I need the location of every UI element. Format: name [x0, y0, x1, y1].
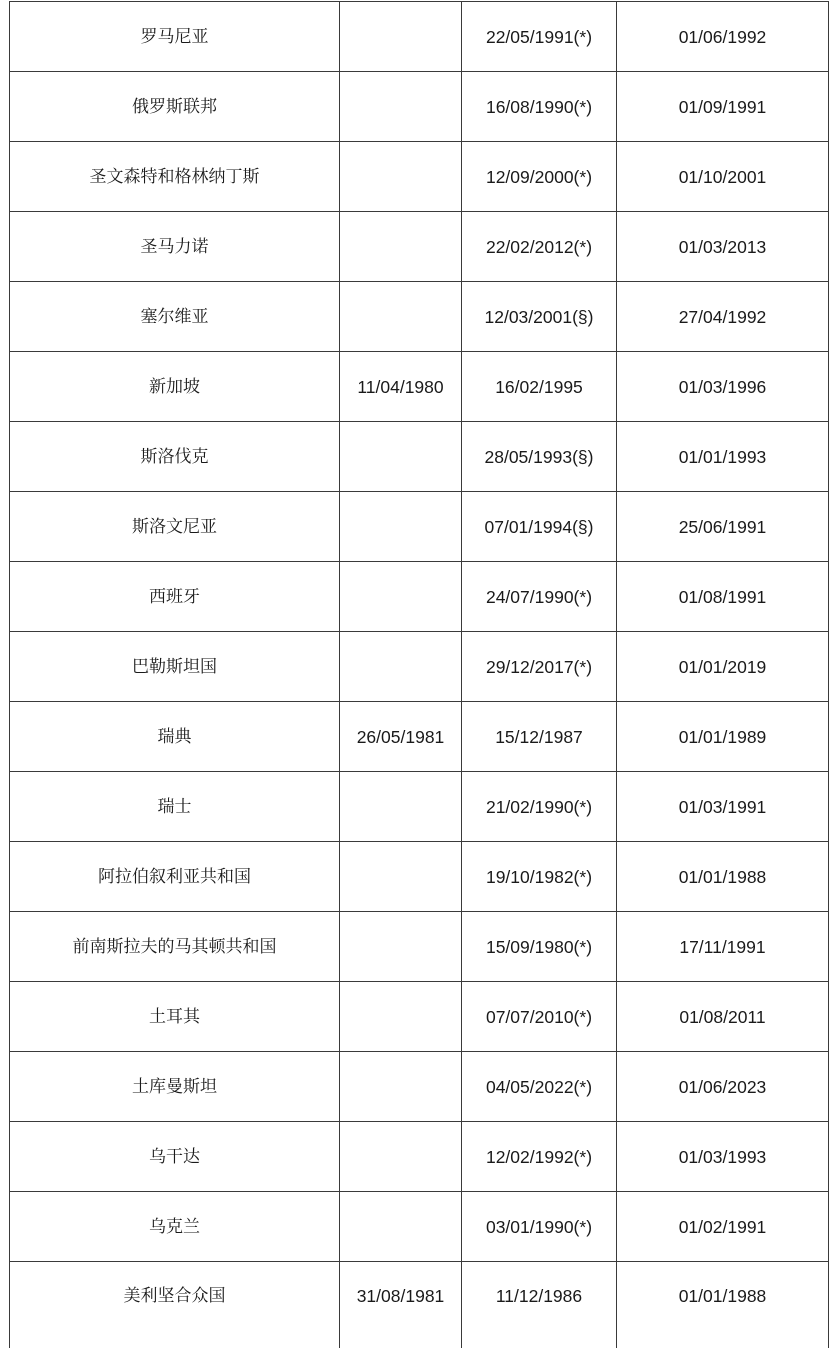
ratification-date-cell: 22/02/2012(*): [462, 212, 617, 282]
country-cell: 罗马尼亚: [10, 2, 340, 72]
ratification-date-cell: 22/05/1991(*): [462, 2, 617, 72]
table-row: [10, 772, 829, 842]
ratification-date-cell: 21/02/1990(*): [462, 772, 617, 842]
country-cell: 土库曼斯坦: [10, 1052, 340, 1122]
country-cell: 美利坚合众国: [10, 1262, 340, 1348]
signature-date-cell: [340, 1192, 462, 1262]
ratification-date-cell: 12/03/2001(§): [462, 282, 617, 352]
treaty-status-table: [9, 1, 829, 1348]
entry-into-force-date-cell: 01/06/1992: [617, 2, 829, 72]
entry-into-force-date-cell: 01/10/2001: [617, 142, 829, 212]
table-row: [10, 2, 829, 72]
signature-date-cell: [340, 2, 462, 72]
country-cell: 瑞典: [10, 702, 340, 772]
signature-date-cell: [340, 1122, 462, 1192]
table-row: [10, 562, 829, 632]
signature-date-cell: 31/08/1981: [340, 1262, 462, 1348]
table-row: [10, 1052, 829, 1122]
table-row: [10, 1262, 829, 1348]
country-cell: 斯洛伐克: [10, 422, 340, 492]
ratification-date-cell: 15/09/1980(*): [462, 912, 617, 982]
entry-into-force-date-cell: 01/02/1991: [617, 1192, 829, 1262]
table-row: [10, 1192, 829, 1262]
country-cell: 俄罗斯联邦: [10, 72, 340, 142]
signature-date-cell: [340, 422, 462, 492]
ratification-date-cell: 03/01/1990(*): [462, 1192, 617, 1262]
entry-into-force-date-cell: 01/03/1996: [617, 352, 829, 422]
country-cell: 瑞士: [10, 772, 340, 842]
signature-date-cell: [340, 842, 462, 912]
country-cell: 西班牙: [10, 562, 340, 632]
signature-date-cell: [340, 912, 462, 982]
table-row: [10, 422, 829, 492]
country-cell: 巴勒斯坦国: [10, 632, 340, 702]
signature-date-cell: 26/05/1981: [340, 702, 462, 772]
table-row: [10, 142, 829, 212]
country-cell: 塞尔维亚: [10, 282, 340, 352]
ratification-date-cell: 07/01/1994(§): [462, 492, 617, 562]
ratification-date-cell: 12/09/2000(*): [462, 142, 617, 212]
entry-into-force-date-cell: 01/01/1988: [617, 1262, 829, 1348]
entry-into-force-date-cell: 01/01/2019: [617, 632, 829, 702]
country-cell: 乌干达: [10, 1122, 340, 1192]
table-row: [10, 1122, 829, 1192]
ratification-date-cell: 16/02/1995: [462, 352, 617, 422]
signature-date-cell: [340, 632, 462, 702]
country-cell: 阿拉伯叙利亚共和国: [10, 842, 340, 912]
ratification-date-cell: 19/10/1982(*): [462, 842, 617, 912]
entry-into-force-date-cell: 27/04/1992: [617, 282, 829, 352]
entry-into-force-date-cell: 01/06/2023: [617, 1052, 829, 1122]
ratification-date-cell: 15/12/1987: [462, 702, 617, 772]
table-row: [10, 632, 829, 702]
signature-date-cell: [340, 282, 462, 352]
entry-into-force-date-cell: 01/08/2011: [617, 982, 829, 1052]
entry-into-force-date-cell: 01/03/2013: [617, 212, 829, 282]
country-cell: 新加坡: [10, 352, 340, 422]
table-row: [10, 492, 829, 562]
ratification-date-cell: 11/12/1986: [462, 1262, 617, 1348]
ratification-date-cell: 16/08/1990(*): [462, 72, 617, 142]
entry-into-force-date-cell: 01/08/1991: [617, 562, 829, 632]
signature-date-cell: [340, 1052, 462, 1122]
country-cell: 土耳其: [10, 982, 340, 1052]
entry-into-force-date-cell: 01/01/1993: [617, 422, 829, 492]
entry-into-force-date-cell: 25/06/1991: [617, 492, 829, 562]
ratification-date-cell: 29/12/2017(*): [462, 632, 617, 702]
country-cell: 乌克兰: [10, 1192, 340, 1262]
table-row: [10, 982, 829, 1052]
table-row: [10, 72, 829, 142]
signature-date-cell: 11/04/1980: [340, 352, 462, 422]
treaty-status-table-container: [9, 1, 828, 1348]
signature-date-cell: [340, 72, 462, 142]
table-row: [10, 702, 829, 772]
country-cell: 前南斯拉夫的马其顿共和国: [10, 912, 340, 982]
signature-date-cell: [340, 772, 462, 842]
country-cell: 圣文森特和格林纳丁斯: [10, 142, 340, 212]
ratification-date-cell: 04/05/2022(*): [462, 1052, 617, 1122]
signature-date-cell: [340, 982, 462, 1052]
entry-into-force-date-cell: 01/03/1993: [617, 1122, 829, 1192]
table-row: [10, 842, 829, 912]
entry-into-force-date-cell: 01/03/1991: [617, 772, 829, 842]
table-row: [10, 282, 829, 352]
signature-date-cell: [340, 142, 462, 212]
entry-into-force-date-cell: 17/11/1991: [617, 912, 829, 982]
signature-date-cell: [340, 492, 462, 562]
table-body: [10, 2, 829, 1348]
entry-into-force-date-cell: 01/01/1988: [617, 842, 829, 912]
country-cell: 圣马力诺: [10, 212, 340, 282]
signature-date-cell: [340, 562, 462, 632]
entry-into-force-date-cell: 01/01/1989: [617, 702, 829, 772]
table-row: [10, 352, 829, 422]
ratification-date-cell: 07/07/2010(*): [462, 982, 617, 1052]
signature-date-cell: [340, 212, 462, 282]
ratification-date-cell: 24/07/1990(*): [462, 562, 617, 632]
table-row: [10, 212, 829, 282]
ratification-date-cell: 28/05/1993(§): [462, 422, 617, 492]
country-cell: 斯洛文尼亚: [10, 492, 340, 562]
ratification-date-cell: 12/02/1992(*): [462, 1122, 617, 1192]
table-row: [10, 912, 829, 982]
entry-into-force-date-cell: 01/09/1991: [617, 72, 829, 142]
